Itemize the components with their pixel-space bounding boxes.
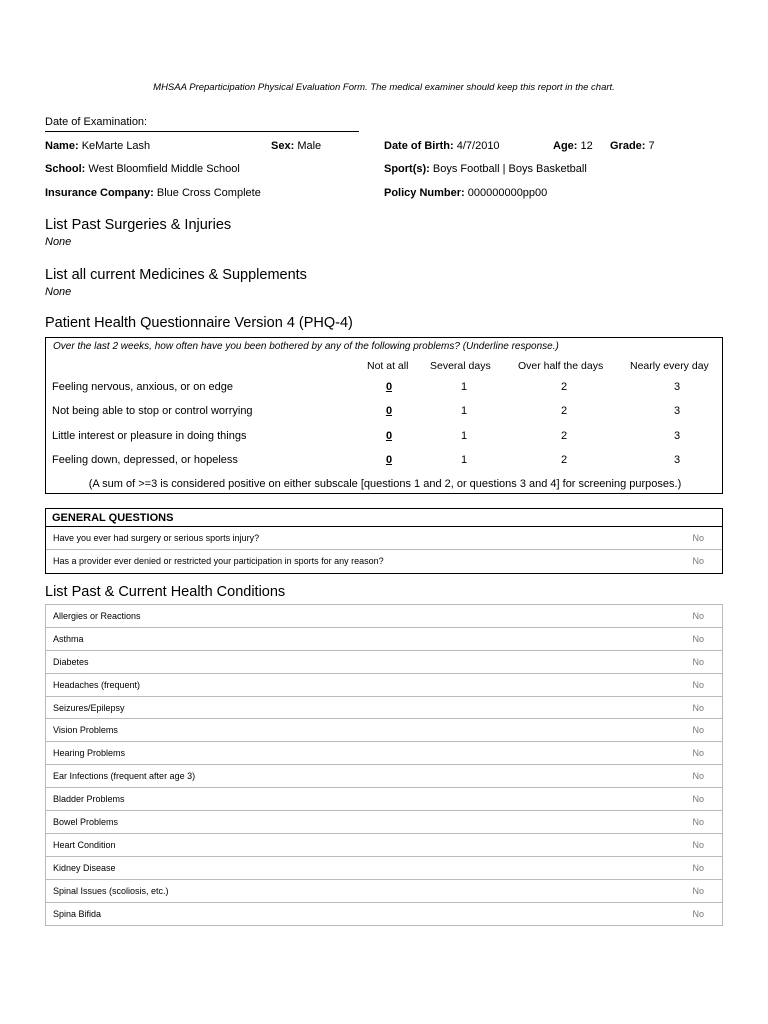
name-field: Name: KeMarte Lash: [45, 140, 151, 152]
table-row: [46, 788, 722, 811]
phq-row-2-opt-0[interactable]: 0: [385, 405, 393, 417]
table-row: [46, 628, 722, 651]
general-questions-table: [45, 508, 723, 574]
phq-row-3-opt-1[interactable]: 1: [460, 430, 468, 442]
answer-value[interactable]: No: [692, 556, 704, 566]
answer-value[interactable]: No: [692, 817, 704, 828]
table-row: [46, 651, 722, 674]
phq-row-3-opt-0[interactable]: 0: [385, 430, 393, 442]
condition-text: Asthma: [53, 633, 84, 644]
answer-value[interactable]: No: [692, 656, 704, 667]
condition-text: Allergies or Reactions: [53, 611, 141, 621]
phq-row-2-opt-3[interactable]: 3: [673, 405, 681, 417]
table-row: [46, 834, 722, 857]
condition-text: Ear Infections (frequent after age 3): [53, 771, 196, 782]
patient-age: 12: [580, 140, 593, 152]
phq-row-3-opt-3[interactable]: 3: [673, 430, 681, 442]
sex-field: Sex: Male: [271, 140, 322, 152]
patient-grade: 7: [648, 140, 655, 152]
answer-value[interactable]: No: [692, 839, 704, 850]
patient-sex: Male: [297, 140, 322, 152]
phq-col-several-days: Several days: [430, 360, 491, 372]
sports-field: Sport(s): Boys Football | Boys Basketball: [384, 163, 587, 175]
medicines-title: List all current Medicines & Supplements: [45, 267, 307, 283]
answer-value[interactable]: No: [692, 885, 704, 896]
general-questions-header: GENERAL QUESTIONS: [46, 509, 722, 527]
patient-school: West Bloomfield Middle School: [88, 163, 240, 175]
condition-text: Spinal Issues (scoliosis, etc.): [53, 885, 169, 896]
table-row: [46, 605, 722, 628]
phq-col-over-half: Over half the days: [518, 360, 604, 372]
table-row: [46, 550, 722, 573]
patient-policy: 000000000pp00: [467, 187, 548, 199]
patient-dob: 4/7/2010: [456, 140, 500, 152]
answer-value[interactable]: No: [692, 679, 704, 690]
medicines-value: None: [45, 286, 72, 298]
phq-row-3-opt-2[interactable]: 2: [560, 430, 568, 442]
phq-col-nearly-every-day: Nearly every day: [630, 360, 709, 372]
table-row: [46, 674, 722, 697]
phq-row-1-opt-3[interactable]: 3: [673, 381, 681, 393]
answer-value[interactable]: No: [692, 702, 704, 713]
table-row: [46, 880, 722, 903]
phq-table: [45, 337, 723, 494]
age-field: Age: 12: [553, 140, 593, 152]
phq-row-4-opt-3[interactable]: 3: [673, 454, 681, 466]
condition-text: Headaches (frequent): [53, 679, 141, 690]
grade-field: Grade: 7: [610, 140, 655, 152]
condition-text: Vision Problems: [53, 725, 118, 736]
table-row: [46, 903, 722, 926]
phq-row-1-opt-2[interactable]: 2: [560, 381, 568, 393]
condition-text: Seizures/Epilepsy: [53, 702, 125, 713]
answer-value[interactable]: No: [692, 725, 704, 736]
patient-name: KeMarte Lash: [81, 140, 151, 152]
answer-value[interactable]: No: [692, 748, 704, 759]
patient-insurance: Blue Cross Complete: [156, 187, 261, 199]
surgeries-title: List Past Surgeries & Injuries: [45, 217, 232, 233]
table-row: [46, 811, 722, 834]
condition-text: Spina Bifida: [53, 908, 102, 919]
table-row: [46, 857, 722, 880]
condition-text: Heart Condition: [53, 839, 116, 850]
table-row: [46, 742, 722, 765]
conditions-title: List Past & Current Health Conditions: [45, 584, 286, 600]
answer-value[interactable]: No: [692, 633, 704, 644]
answer-value[interactable]: No: [692, 533, 704, 543]
insurance-field: Insurance Company: Blue Cross Complete: [45, 187, 261, 199]
phq-row-4-opt-1[interactable]: 1: [460, 454, 468, 466]
patient-sports: Boys Football | Boys Basketball: [432, 163, 587, 175]
phq-row-3-label: Little interest or pleasure in doing things: [52, 430, 247, 442]
phq-row-4-opt-0[interactable]: 0: [385, 454, 393, 466]
conditions-table: [45, 604, 723, 926]
phq-note: (A sum of >=3 is considered positive on either subscale [questions 1 and 2, or questions 3 and 4] for screening purposes.): [88, 478, 682, 490]
condition-text: Bowel Problems: [53, 817, 119, 828]
question-text: Have you ever had surgery or serious sports injury?: [53, 533, 260, 543]
phq-row-1-opt-1[interactable]: 1: [460, 381, 468, 393]
table-row: [46, 765, 722, 788]
exam-date-label: Date of Examination:: [45, 116, 148, 128]
school-field: School: West Bloomfield Middle School: [45, 163, 240, 175]
table-row: [46, 697, 722, 720]
answer-value[interactable]: No: [692, 908, 704, 919]
answer-value[interactable]: No: [692, 771, 704, 782]
phq-row-2-opt-2[interactable]: 2: [560, 405, 568, 417]
table-row: [46, 719, 722, 742]
phq-row-1-label: Feeling nervous, anxious, or on edge: [52, 381, 234, 393]
phq-row-4-label: Feeling down, depressed, or hopeless: [52, 454, 238, 466]
question-text: Has a provider ever denied or restricted your participation in sports for any reason?: [53, 556, 384, 566]
form-banner: MHSAA Preparticipation Physical Evaluation Form. The medical examiner should keep this report in the chart.: [153, 82, 615, 93]
phq-intro: Over the last 2 weeks, how often have you been bothered by any of the following problems? (Underline response.): [53, 341, 559, 352]
phq-title: Patient Health Questionnaire Version 4 (PHQ-4): [45, 315, 353, 331]
phq-row-4-opt-2[interactable]: 2: [560, 454, 568, 466]
dob-field: Date of Birth: 4/7/2010: [384, 140, 500, 152]
phq-col-not-at-all: Not at all: [367, 360, 409, 372]
policy-field: Policy Number: 000000000pp00: [384, 187, 548, 199]
answer-value[interactable]: No: [692, 794, 704, 805]
condition-text: Bladder Problems: [53, 794, 125, 805]
phq-row-2-opt-1[interactable]: 1: [460, 405, 468, 417]
table-row: [46, 527, 722, 550]
condition-text: Hearing Problems: [53, 748, 126, 759]
surgeries-value: None: [45, 236, 72, 248]
phq-row-1-opt-0[interactable]: 0: [385, 381, 393, 393]
condition-text: Diabetes: [53, 656, 89, 667]
phq-row-2-label: Not being able to stop or control worrying: [52, 405, 253, 417]
answer-value[interactable]: No: [692, 611, 704, 621]
condition-text: Kidney Disease: [53, 862, 116, 873]
answer-value[interactable]: No: [692, 862, 704, 873]
exam-date-field[interactable]: [45, 116, 359, 132]
